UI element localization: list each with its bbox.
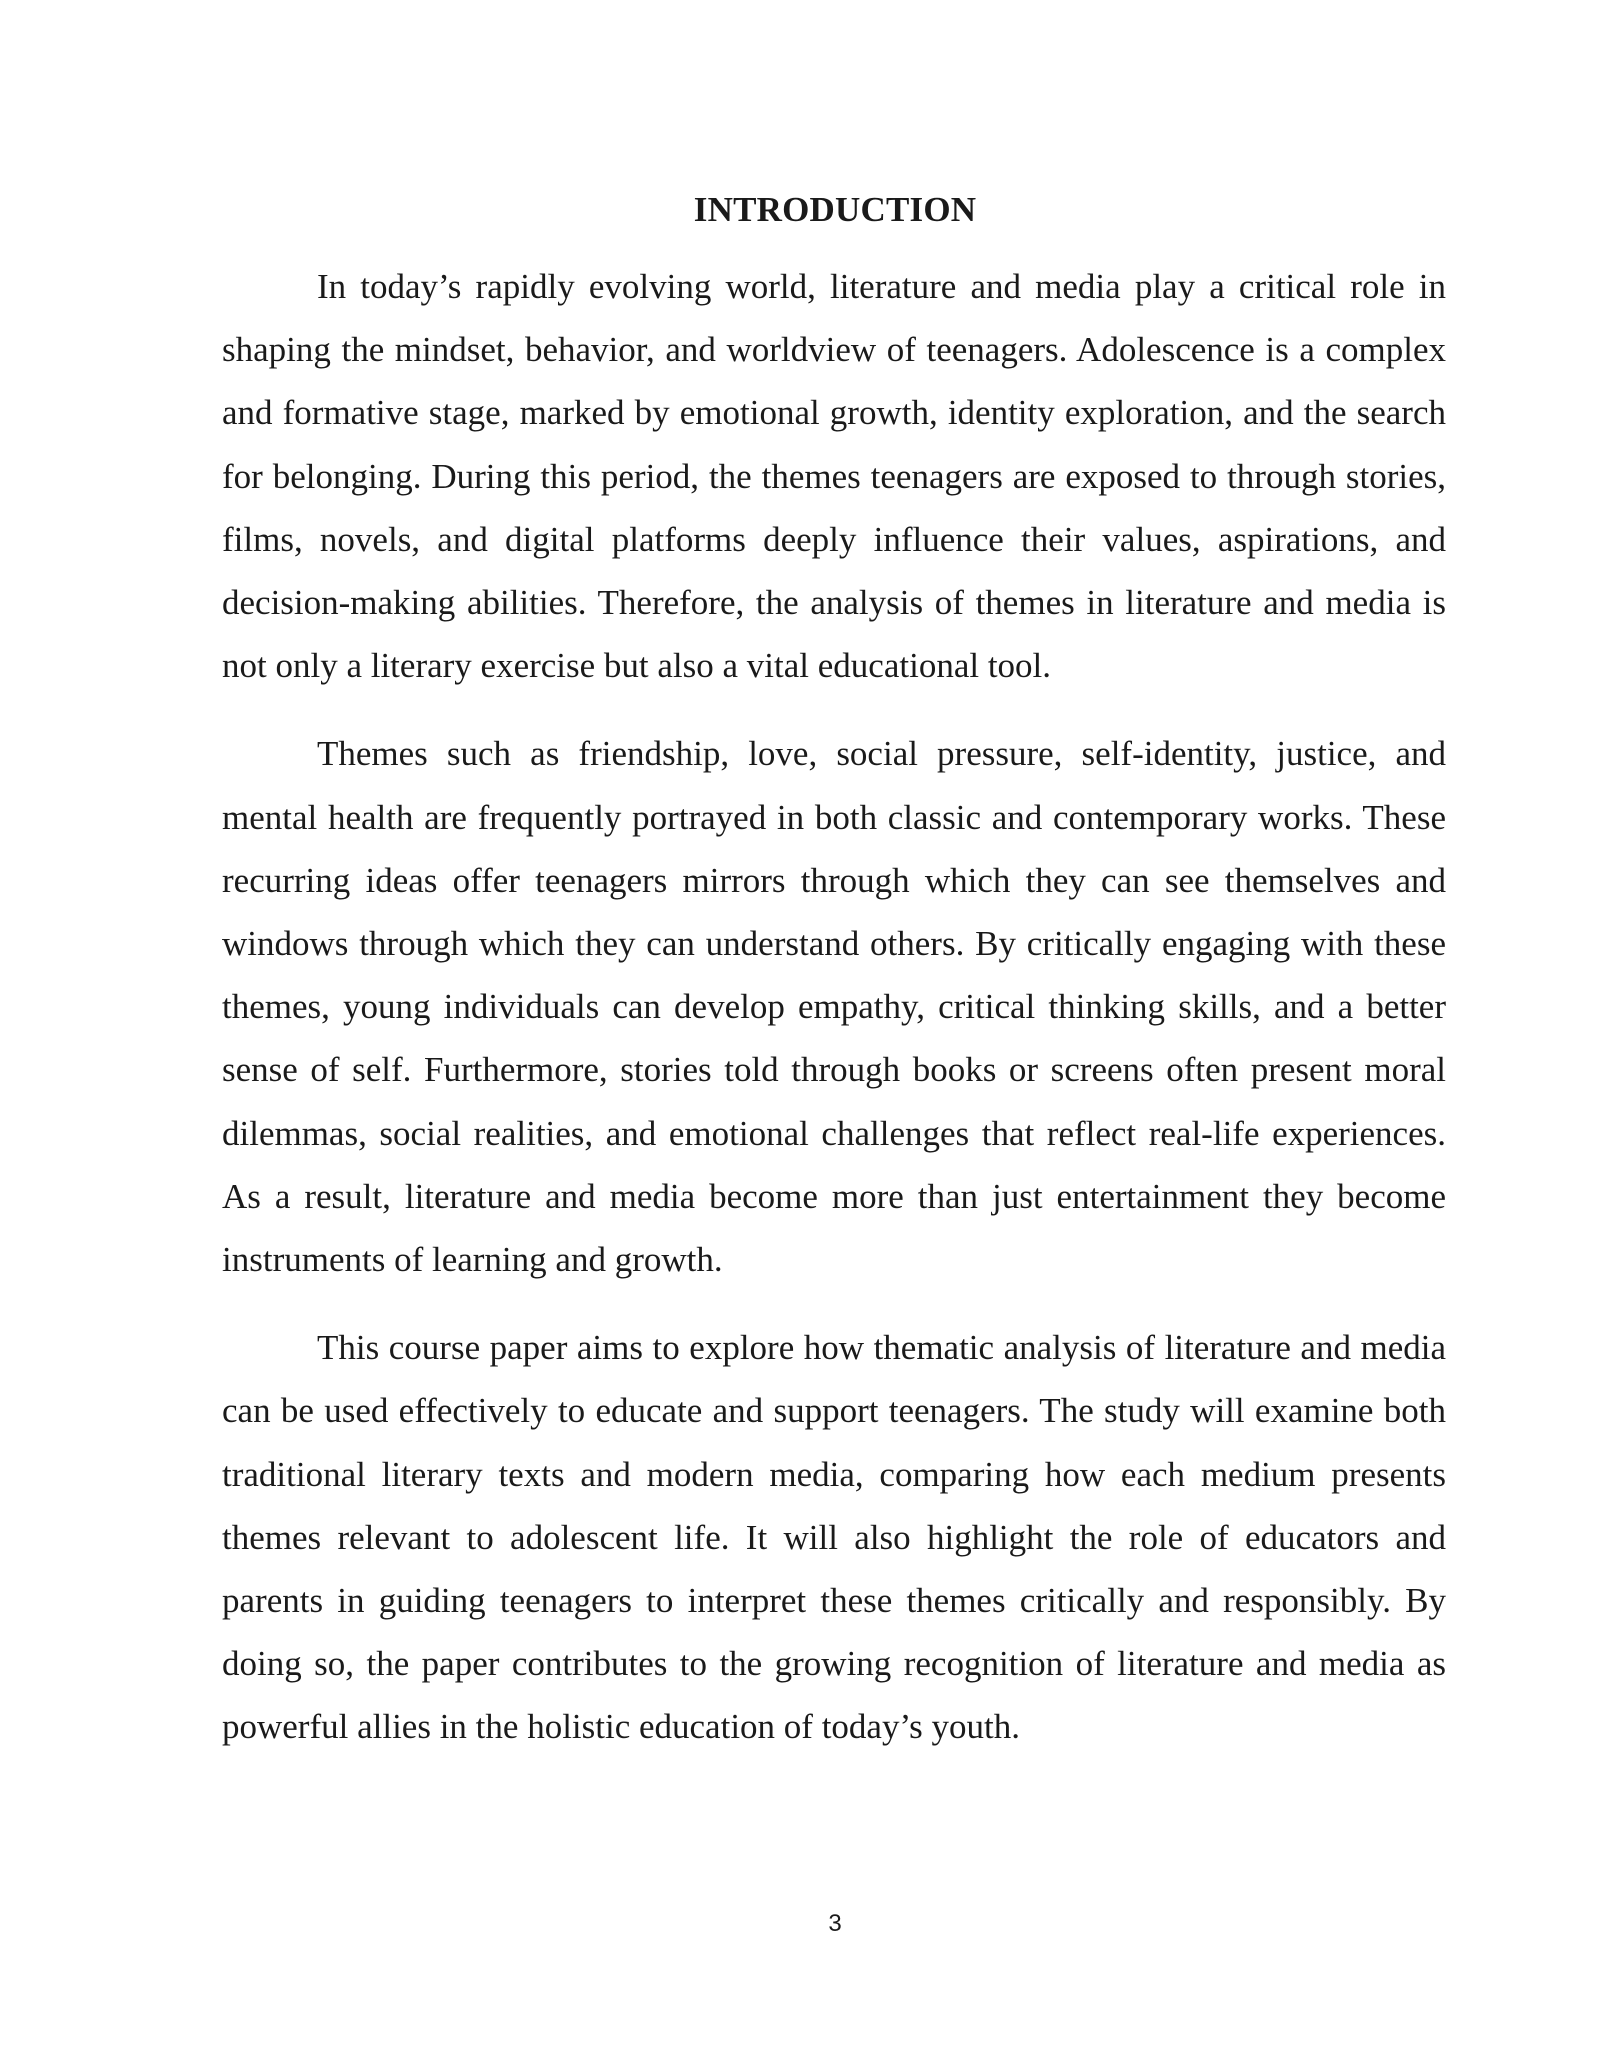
body-text bbox=[222, 255, 1446, 1784]
paragraph-3: This course paper aims to explore how thematic analysis of literature and media can be used effectively to educate and support teenagers. The study will examine both traditional literary texts and modern media, comparing how each medium presents themes relevant to adolescent life. It will also highlight the role of educators and parents in guiding teenagers to interpret these themes critically and responsibly. By doing so, the paper contributes to the growing recognition of literature and media as powerful allies in the holistic education of today’s youth. bbox=[222, 1328, 1446, 1747]
paragraph-2: Themes such as friendship, love, social pressure, self-identity, justice, and mental health are frequently portrayed in both classic and contemporary works. These recurring ideas offer teenagers mirrors through which they can see themselves and windows through which they can understand others. By critically engaging with these themes, young individuals can develop empathy, critical thinking skills, and a better sense of self. Furthermore, stories told through books or screens often present moral dilemmas, social realities, and emotional challenges that reflect real-life experiences. As a result, literature and media become more than just entertainment they become instruments of learning and growth. bbox=[222, 734, 1446, 1280]
page-number: 3 bbox=[828, 1910, 842, 1937]
paragraph-1: In today’s rapidly evolving world, literature and media play a critical role in shaping the mindset, behavior, and worldview of teenagers. Adolescence is a complex and formative stage, marked by emotional growth, identity exploration, and the search for belonging. During this period, the themes teenagers are exposed to through stories, films, novels, and digital platforms deeply influence their values, aspirations, and decision-making abilities. Therefore, the analysis of themes in literature and media is not only a literary exercise but also a vital educational tool. bbox=[222, 267, 1446, 686]
section-heading: INTRODUCTION bbox=[693, 190, 977, 229]
